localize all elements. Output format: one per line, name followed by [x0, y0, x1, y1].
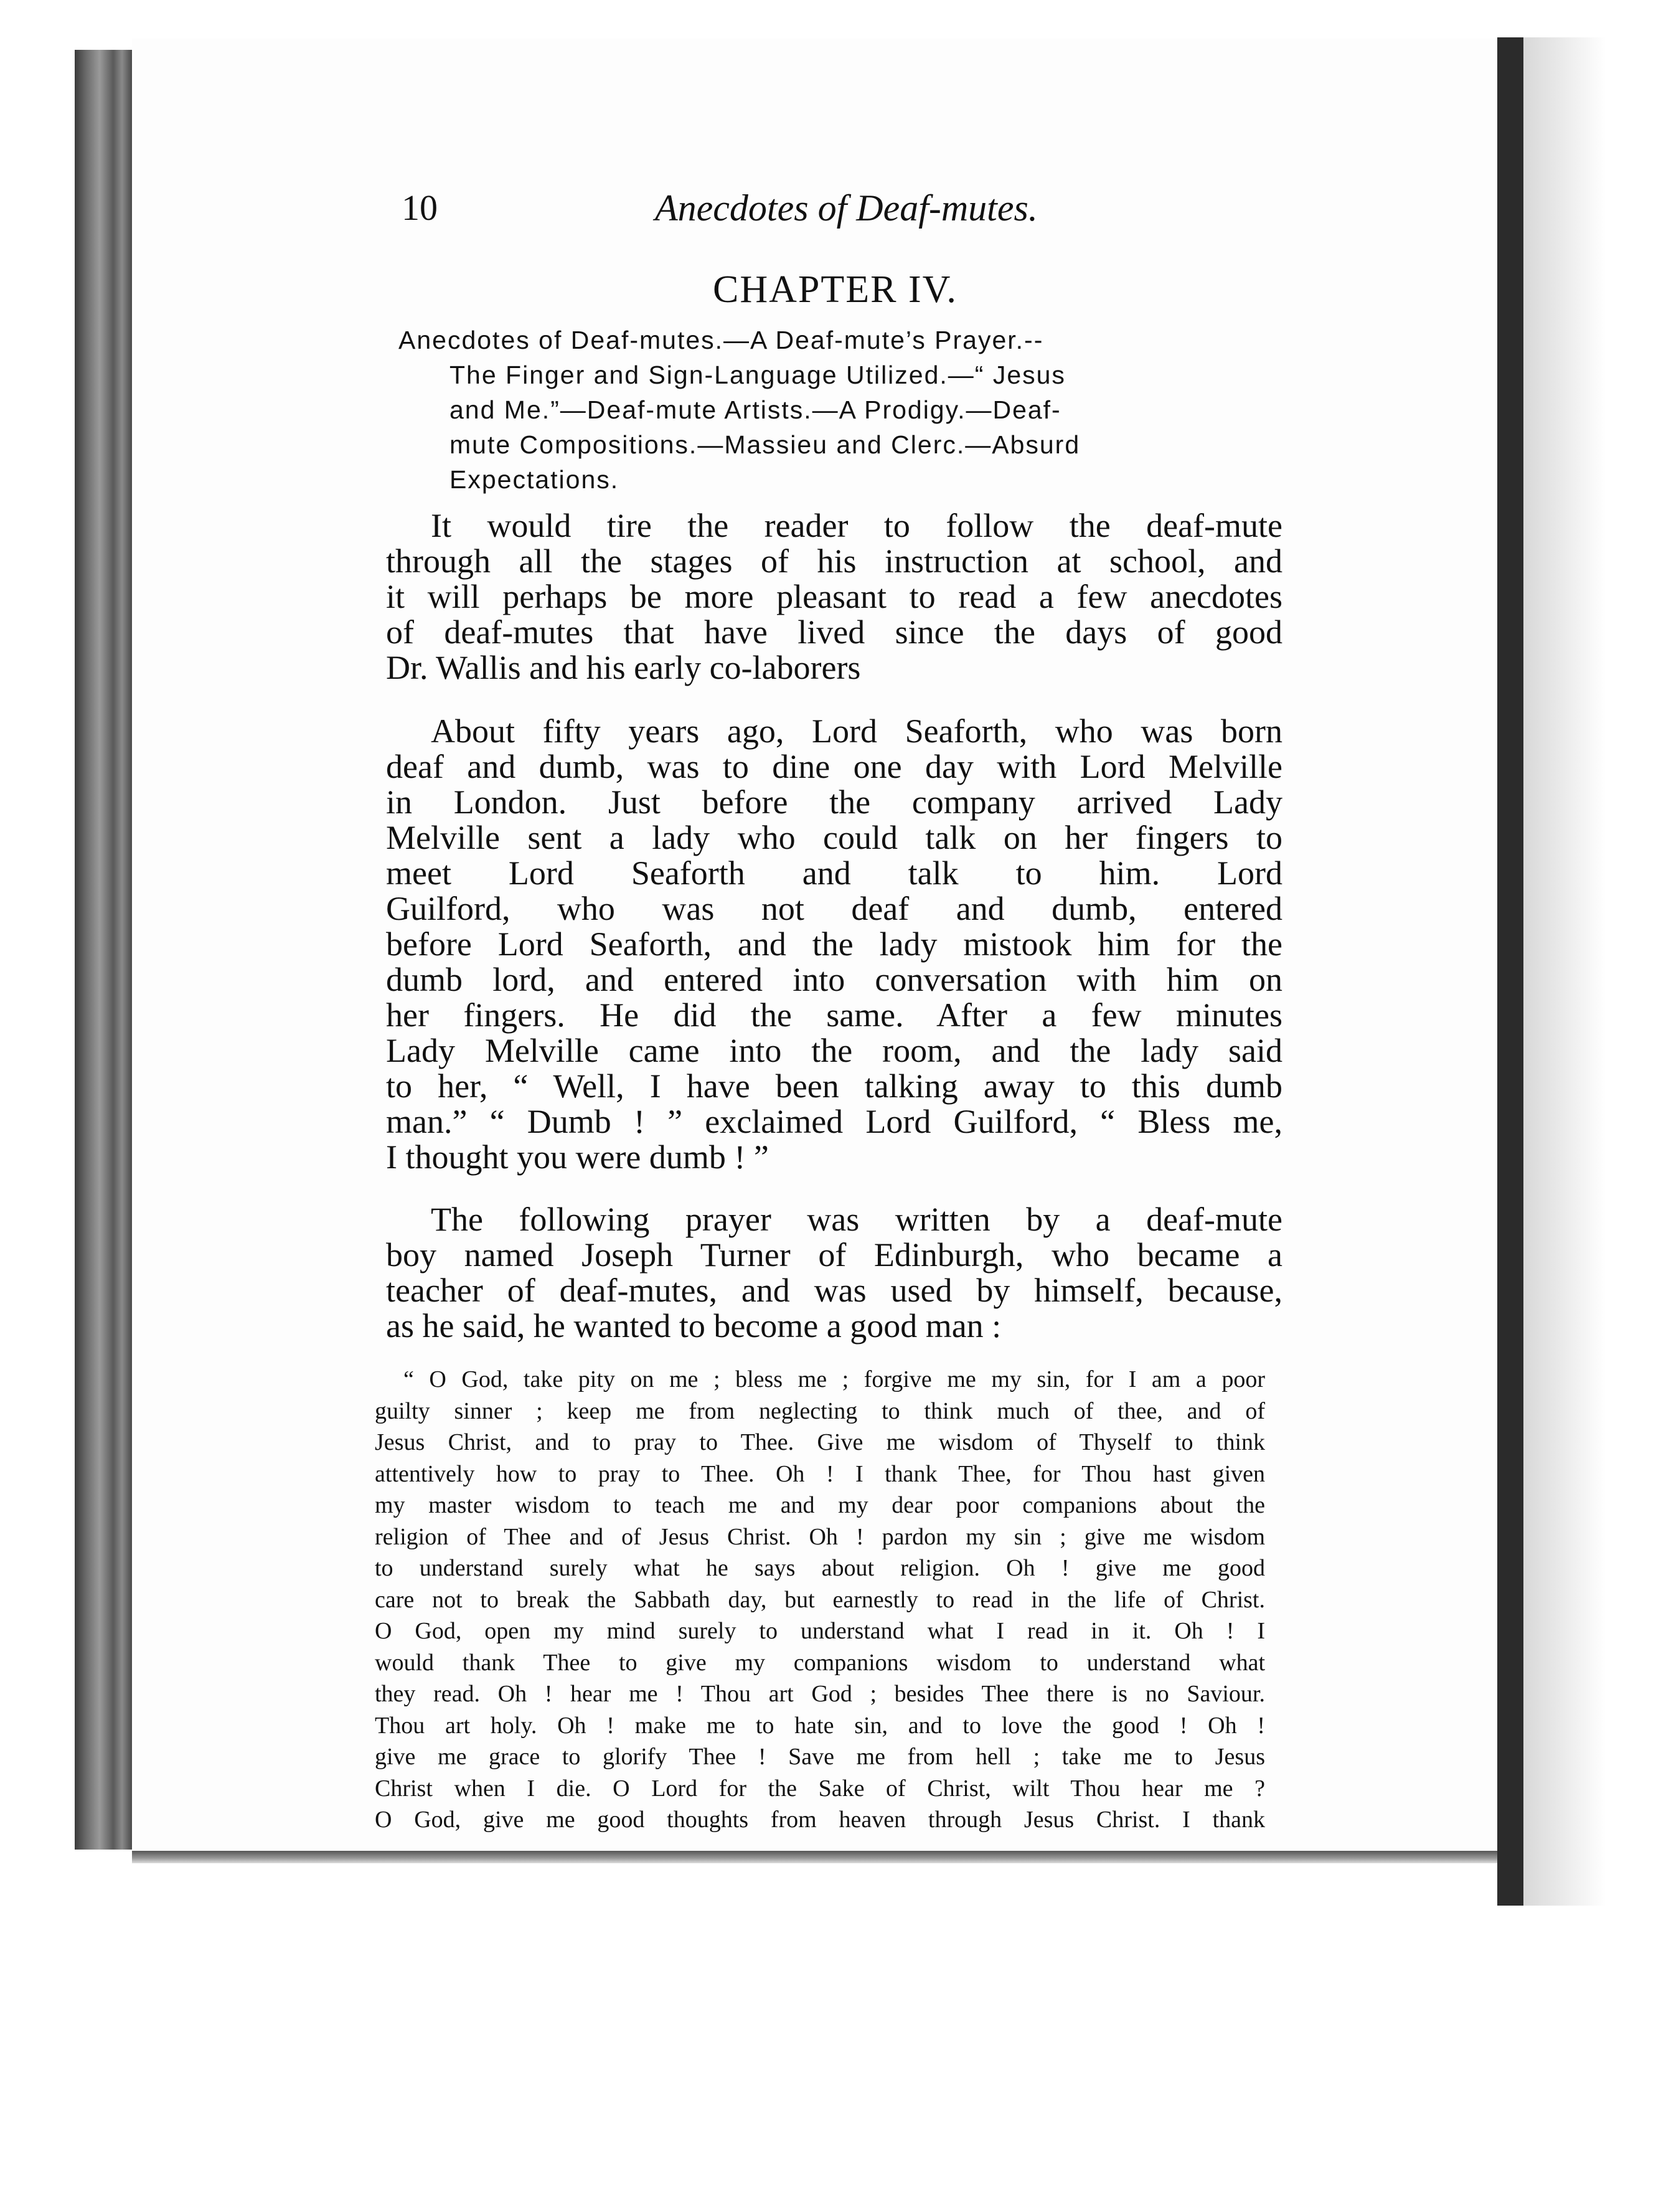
text-line: as he said, he wanted to become a good man :: [386, 1307, 1002, 1345]
book-spine-edge: [75, 50, 132, 1850]
text-line: It would tire the reader to follow the deaf-mute: [431, 507, 1282, 544]
quote-line: to understand surely what he says about religion. Oh ! give me good: [375, 1555, 1265, 1581]
quote-line: “ O God, take pity on me ; bless me ; forgive me my sin, for I am a poor: [403, 1366, 1265, 1392]
quote-line: Christ when I die. O Lord for the Sake of Christ, wilt Thou hear me ?: [375, 1775, 1265, 1802]
synopsis-line: Expectations.: [449, 465, 619, 494]
text-line: before Lord Seaforth, and the lady mistook him for the: [386, 925, 1282, 963]
quote-line: they read. Oh ! hear me ! Thou art God ; besides Thee there is no Saviour.: [375, 1681, 1265, 1707]
text-line: deaf and dumb, was to dine one day with Lord Melville: [386, 748, 1282, 785]
quote-line: Thou art holy. Oh ! make me to hate sin, and to love the good ! Oh !: [375, 1712, 1265, 1739]
facing-page-edge: [1497, 37, 1523, 1906]
running-title: Anecdotes of Deaf-mutes.: [655, 187, 1038, 229]
quote-line: Jesus Christ, and to pray to Thee. Give me wisdom of Thyself to think: [375, 1429, 1265, 1455]
scan-margin-right: [1523, 37, 1661, 1906]
quote-line: O God, open my mind surely to understand what I read in it. Oh ! I: [375, 1618, 1265, 1644]
prayer-quotation: [375, 1364, 1265, 1836]
text-line: her fingers. He did the same. After a few minutes: [386, 996, 1282, 1034]
quote-line: would thank Thee to give my companions wisdom to understand what: [375, 1649, 1265, 1676]
text-line: it will perhaps be more pleasant to read a few anecdotes: [386, 578, 1282, 615]
text-line: dumb lord, and entered into conversation with him on: [386, 961, 1282, 998]
synopsis-line: mute Compositions.—Massieu and Clerc.—Absurd: [449, 430, 1081, 459]
text-line: meet Lord Seaforth and talk to him. Lord: [386, 854, 1282, 892]
paragraph-prayer-intro: [386, 1202, 1282, 1344]
text-line: to her, “ Well, I have been talking away to this dumb: [386, 1067, 1282, 1105]
text-line: in London. Just before the company arrived Lady: [386, 783, 1282, 821]
quote-line: attentively how to pray to Thee. Oh ! I thank Thee, for Thou hast given: [375, 1460, 1265, 1487]
synopsis-line: The Finger and Sign-Language Utilized.—“ Jesus: [449, 361, 1066, 389]
paragraph-seaforth-anecdote: [386, 714, 1282, 1175]
quote-line: guilty sinner ; keep me from neglecting to think much of thee, and of: [375, 1397, 1265, 1424]
quote-line: O God, give me good thoughts from heaven through Jesus Christ. I thank: [375, 1807, 1265, 1833]
text-line: Lady Melville came into the room, and the lady said: [386, 1032, 1282, 1069]
text-line: Melville sent a lady who could talk on her fingers to: [386, 819, 1282, 856]
text-line: man.” “ Dumb ! ” exclaimed Lord Guilford, “ Bless me,: [386, 1103, 1282, 1140]
quote-line: give me grace to glorify Thee ! Save me from hell ; take me to Jesus: [375, 1744, 1265, 1770]
synopsis-line: and Me.”—Deaf-mute Artists.—A Prodigy.—Deaf-: [449, 395, 1061, 424]
scan-margin-left: [0, 0, 75, 2212]
quote-line: religion of Thee and of Jesus Christ. Oh ! pardon my sin ; give me wisdom: [375, 1523, 1265, 1550]
text-line: I thought you were dumb ! ”: [386, 1138, 769, 1176]
paragraph-intro: [386, 508, 1282, 686]
text-line: boy named Joseph Turner of Edinburgh, who became a: [386, 1236, 1282, 1274]
text-line: About fifty years ago, Lord Seaforth, who was born: [431, 712, 1282, 750]
synopsis-line: Anecdotes of Deaf-mutes.—A Deaf-mute’s Prayer.--: [398, 326, 1044, 354]
text-line: Dr. Wallis and his early co-laborers: [386, 649, 861, 686]
page-number: 10: [402, 187, 438, 228]
text-line: The following prayer was written by a deaf-mute: [431, 1201, 1282, 1238]
page-bottom-edge: [132, 1851, 1497, 1863]
quote-line: care not to break the Sabbath day, but earnestly to read in the life of Christ.: [375, 1586, 1265, 1613]
quote-line: my master wisdom to teach me and my dear poor companions about the: [375, 1492, 1265, 1518]
chapter-title: CHAPTER IV.: [713, 268, 958, 311]
text-line: teacher of deaf-mutes, and was used by himself, because,: [386, 1272, 1282, 1309]
text-line: Guilford, who was not deaf and dumb, entered: [386, 890, 1282, 927]
text-line: of deaf-mutes that have lived since the days of good: [386, 613, 1282, 651]
text-line: through all the stages of his instruction at school, and: [386, 542, 1282, 580]
chapter-synopsis: [398, 323, 1279, 497]
